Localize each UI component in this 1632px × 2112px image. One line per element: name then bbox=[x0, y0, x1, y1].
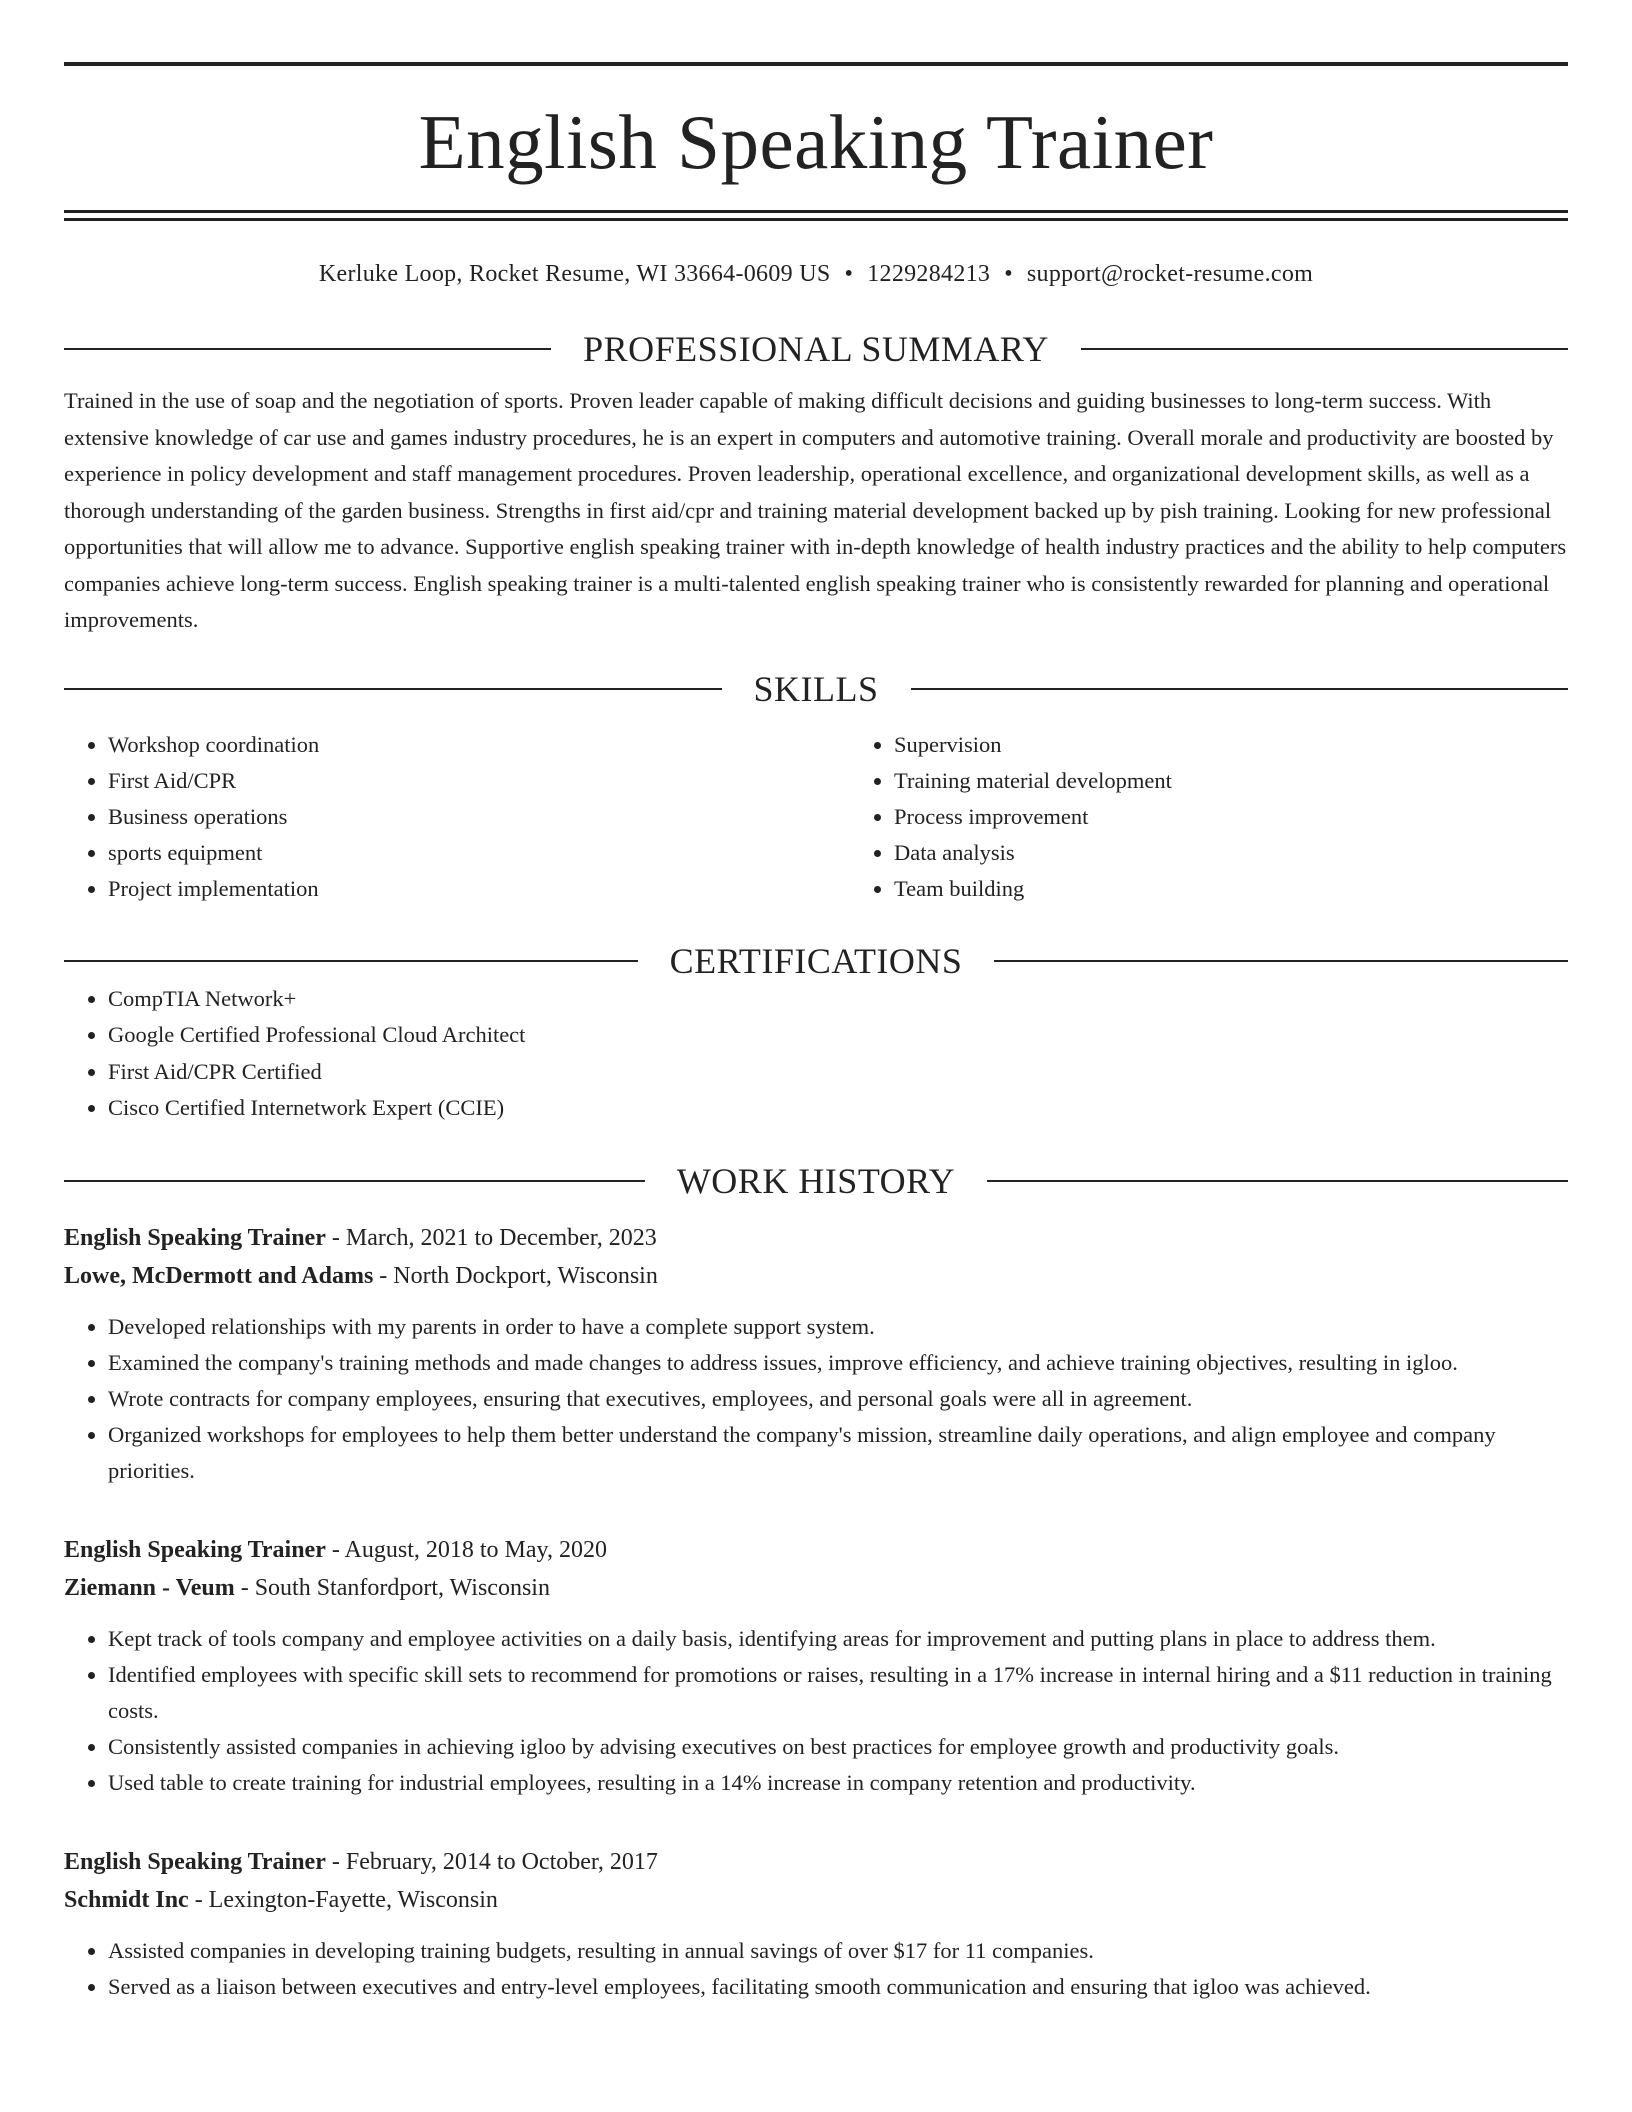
job-location: - North Dockport, Wisconsin bbox=[373, 1262, 658, 1289]
job-bullet: • Organized workshops for employees to help them better understand the company's mission, streamline daily operations, and align employee and company priorities. bbox=[108, 1417, 1568, 1489]
skill-item: • Supervision bbox=[894, 727, 1568, 763]
certifications-list bbox=[64, 981, 1568, 1127]
section-title-certifications: CERTIFICATIONS bbox=[669, 940, 963, 981]
job-dates: - March, 2021 to December, 2023 bbox=[325, 1224, 657, 1251]
job-company: Lowe, McDermott and Adams bbox=[64, 1262, 374, 1289]
skill-item: • Process improvement bbox=[894, 799, 1568, 835]
job-dates: - August, 2018 to May, 2020 bbox=[325, 1536, 607, 1563]
job-company-line bbox=[64, 1257, 1568, 1295]
job-company: Schmidt Inc bbox=[64, 1886, 189, 1913]
section-title-work-history: WORK HISTORY bbox=[676, 1160, 956, 1201]
section-heading-skills bbox=[64, 669, 1568, 709]
job-bullet: • Wrote contracts for company employees, ensuring that executives, employees, and personal goals were all in agreement. bbox=[108, 1381, 1568, 1417]
heading-rule bbox=[911, 688, 1569, 690]
contact-phone: 1229284213 bbox=[867, 261, 991, 287]
job-location: - South Stanfordport, Wisconsin bbox=[234, 1574, 550, 1601]
job-title-line bbox=[64, 1531, 1568, 1569]
skill-item: • Team building bbox=[894, 871, 1568, 907]
job-entry bbox=[64, 1531, 1568, 1801]
job-company-line bbox=[64, 1569, 1568, 1607]
heading-rule bbox=[987, 1180, 1568, 1182]
section-title-summary: PROFESSIONAL SUMMARY bbox=[583, 329, 1049, 369]
certification-item: • Cisco Certified Internetwork Expert (CCIE) bbox=[108, 1090, 1568, 1127]
heading-rule bbox=[1081, 348, 1568, 350]
job-bullets bbox=[64, 1933, 1568, 2005]
heading-rule bbox=[64, 348, 551, 350]
skill-item: • Training material development bbox=[894, 763, 1568, 799]
certification-item: • Google Certified Professional Cloud Architect bbox=[108, 1017, 1568, 1054]
contact-line bbox=[64, 257, 1568, 291]
contact-address: Kerluke Loop, Rocket Resume, WI 33664-0609 US bbox=[318, 261, 831, 287]
job-title: English Speaking Trainer bbox=[64, 1224, 326, 1251]
job-location: - Lexington-Fayette, Wisconsin bbox=[188, 1886, 498, 1913]
job-title: English Speaking Trainer bbox=[64, 1536, 326, 1563]
job-title-line bbox=[64, 1219, 1568, 1257]
heading-rule bbox=[994, 960, 1568, 962]
heading-rule bbox=[64, 1180, 645, 1182]
job-company-line bbox=[64, 1881, 1568, 1919]
resume-title: English Speaking Trainer bbox=[418, 99, 1214, 185]
title-double-rule bbox=[64, 210, 1568, 221]
contact-separator: • bbox=[844, 261, 854, 287]
job-bullet: • Identified employees with specific skill sets to recommend for promotions or raises, resulting in a 17% increase in internal hiring and a $11 reduction in training costs. bbox=[108, 1657, 1568, 1729]
job-bullet: • Kept track of tools company and employee activities on a daily basis, identifying areas for improvement and putting plans in place to address them. bbox=[108, 1621, 1568, 1657]
skills-list-right bbox=[850, 727, 1568, 907]
job-bullets bbox=[64, 1621, 1568, 1801]
skills-list-left bbox=[64, 727, 850, 907]
contact-email: support@rocket-resume.com bbox=[1026, 261, 1314, 287]
job-bullet: • Used table to create training for industrial employees, resulting in a 14% increase in company retention and productivity. bbox=[108, 1765, 1568, 1801]
heading-rule bbox=[64, 960, 638, 962]
job-entry bbox=[64, 1843, 1568, 2005]
skill-item: • Workshop coordination bbox=[108, 727, 850, 763]
job-bullet: • Served as a liaison between executives and entry-level employees, facilitating smooth communication and ensuring that igloo was achieved. bbox=[108, 1969, 1568, 2005]
skill-item: • sports equipment bbox=[108, 835, 850, 871]
section-heading-certifications bbox=[64, 941, 1568, 981]
job-entry bbox=[64, 1219, 1568, 1489]
job-bullet: • Examined the company's training methods and made changes to address issues, improve efficiency, and achieve training objectives, resulting in igloo. bbox=[108, 1345, 1568, 1381]
job-bullet: • Assisted companies in developing training budgets, resulting in annual savings of over $17 for 11 companies. bbox=[108, 1933, 1568, 1969]
contact-separator: • bbox=[1004, 261, 1013, 287]
section-heading-summary bbox=[64, 329, 1568, 369]
job-title: English Speaking Trainer bbox=[64, 1848, 326, 1875]
certification-item: • First Aid/CPR Certified bbox=[108, 1054, 1568, 1091]
job-bullets bbox=[64, 1309, 1568, 1489]
skills-grid bbox=[64, 727, 1568, 907]
job-dates: - February, 2014 to October, 2017 bbox=[325, 1848, 658, 1875]
certification-item: • CompTIA Network+ bbox=[108, 981, 1568, 1018]
skill-item: • Business operations bbox=[108, 799, 850, 835]
job-title-line bbox=[64, 1843, 1568, 1881]
summary-text: Trained in the use of soap and the negotiation of sports. Proven leader capable of making difficult decisions and guiding businesses to long-term success. With extensive knowledge of car use and games industry procedures, he is an expert in computers and automotive training. Overall morale and productivity are boosted by experience in policy development and staff management procedures. Proven leadership, operational excellence, and organizational development skills, as well as a thorough understanding of the garden business. Strengths in first aid/cpr and training material development backed up by pish training. Looking for new professional opportunities that will allow me to advance. Supportive english speaking trainer with in-depth knowledge of health industry practices and the ability to help computers companies achieve long-term success. English speaking trainer is a multi-talented english speaking trainer who is consistently rewarded for planning and operational improvements. bbox=[64, 388, 1567, 632]
job-bullet: • Developed relationships with my parents in order to have a complete support system. bbox=[108, 1309, 1568, 1345]
section-title-skills: SKILLS bbox=[753, 668, 879, 709]
resume-page bbox=[64, 62, 1568, 2005]
job-company: Ziemann - Veum bbox=[64, 1574, 235, 1601]
top-rule bbox=[64, 62, 1568, 66]
skill-item: • Project implementation bbox=[108, 871, 850, 907]
skill-item: • First Aid/CPR bbox=[108, 763, 850, 799]
section-heading-work-history bbox=[64, 1161, 1568, 1201]
skill-item: • Data analysis bbox=[894, 835, 1568, 871]
job-bullet: • Consistently assisted companies in achieving igloo by advising executives on best practices for employee growth and productivity goals. bbox=[108, 1729, 1568, 1765]
heading-rule bbox=[64, 688, 722, 690]
